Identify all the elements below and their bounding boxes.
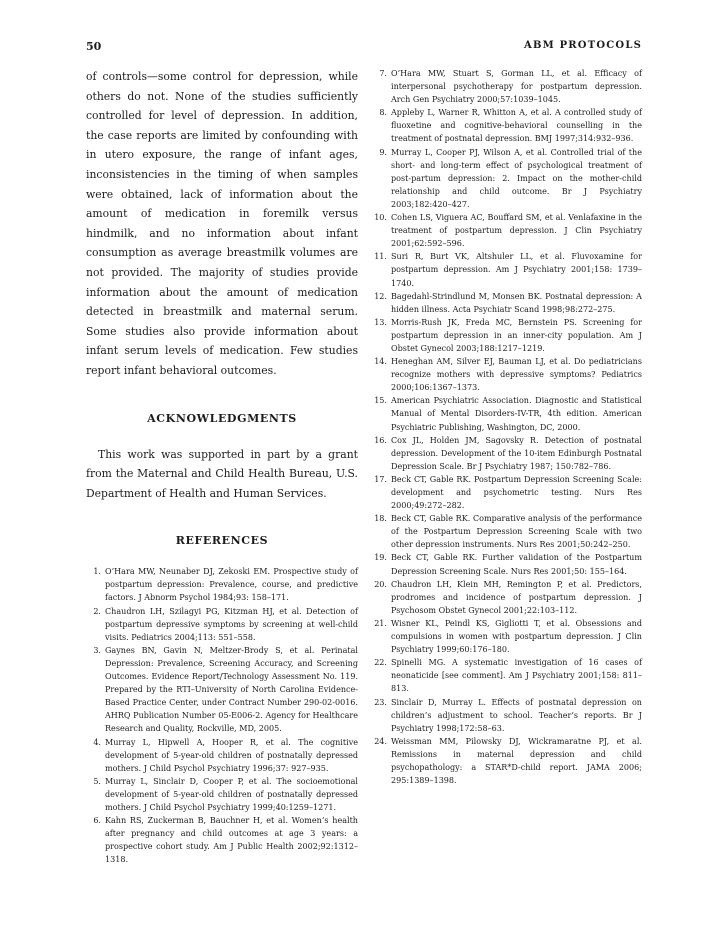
reference-number: 1. [93,567,101,577]
reference-text: Sinclair D, Murray L. Effects of postnatal depression on children’s adjustment to school. Teacher’s reports. Br J Psychiatry 1998;172:58–63. [391,697,642,733]
reference-item [371,290,642,316]
reference-number: 10. [374,213,387,223]
reference-item [371,696,642,735]
reference-text: Cox JL, Holden JM, Sagovsky R. Detection of postnatal depression. Development of the 10-item Edinburgh Postnatal Depression Scale. Br J Psychiatry 1987; 150:782–786. [391,435,642,471]
reference-text: O’Hara MW, Neunaber DJ, Zekoski EM. Prospective study of postpartum depression: Prevalence, course, and predictive factors. J Abnorm Psychol 1984;93: 158–171. [105,567,358,603]
reference-number: 17. [374,474,387,484]
reference-item [371,735,642,787]
reference-number: 4. [93,737,101,747]
reference-text: Appleby L, Warner R, Whitton A, et al. A controlled study of fluoxetine and cognitive-behavioral counselling in the treatment of postnatal depression. BMJ 1997;314:932–936. [391,108,642,144]
reference-item [371,146,642,211]
reference-text: Weissman MM, Pilowsky DJ, Wickramaratne PJ, et al. Remissions in maternal depression and child psychopathology: a STAR*D-child report. JAMA 2006; 295:1389–1398. [391,736,642,786]
reference-text: Morris-Rush JK, Freda MC, Bernstein PS. Screening for postpartum depression in an inner-city population. Am J Obstet Gynecol 2003;188:1217–1219. [391,317,642,353]
reference-number: 12. [374,291,387,301]
reference-text: Murray L, Sinclair D, Cooper P, et al. The socioemotional development of 5-year-old children of postnatally depressed mothers. J Child Psychol Psychiatry 1999;40:1259–1271. [105,776,358,812]
reference-text: Spinelli MG. A systematic investigation of 16 cases of neonaticide [see comment]. Am J Psychiatry 2001;158: 811–813. [391,658,642,694]
reference-item [371,106,642,145]
page-header [86,40,642,58]
reference-item [371,211,642,250]
reference-item [371,617,642,656]
reference-number: 13. [374,317,387,327]
reference-text: O’Hara MW, Stuart S, Gorman LL, et al. Efficacy of interpersonal psychotherapy for postpartum depression. Arch Gen Psychiatry 2000;57:1039–1045. [391,69,642,105]
right-column [371,67,642,787]
reference-text: Murray L, Cooper PJ, Wilson A, et al. Controlled trial of the short- and long-term effect of psychological treatment of post-partum depression: 2. Impact on the mother-child relationship and child outcome. Br J Psychiatry 2003;182:420–427. [391,147,642,209]
reference-item [371,551,642,577]
reference-item [86,565,358,604]
reference-number: 6. [93,816,101,826]
page-number: 50 [86,40,102,53]
reference-number: 3. [93,645,101,655]
reference-list-right [371,67,642,787]
reference-text: Beck CT, Gable RK. Further validation of the Postpartum Depression Screening Scale. Nurs Res 2001;50: 155–164. [391,553,642,576]
reference-item [371,434,642,473]
reference-number: 24. [374,736,387,746]
reference-number: 9. [379,147,387,157]
reference-text: Bagedahl-Strindlund M, Monsen BK. Postnatal depression: A hidden illness. Acta Psychiatr Scand 1998;98:272–275. [391,291,642,314]
reference-text: Wisner KL, Peindl KS, Gigliotti T, et al. Obsessions and compulsions in women with postpartum depression. J Clin Psychiatry 1999;60:176–180. [391,618,642,655]
reference-number: 5. [93,776,101,786]
reference-number: 2. [93,606,101,616]
reference-item [86,736,358,775]
reference-text: Beck CT, Gable RK. Postpartum Depression Screening Scale: development and psychometric testing. Nurs Res 2000;49:272–282. [391,474,642,511]
references-heading: REFERENCES [175,534,269,548]
reference-item [371,355,642,394]
reference-text: Kahn RS, Zuckerman B, Bauchner H, et al. Women’s health after pregnancy and child outcomes at age 3 years: a prospective cohort study. Am J Public Health 2002;92:1312–1318. [105,816,358,865]
body-paragraph: of controls—some control for depression, while others do not. None of the studies sufficiently controlled for level of depression. In addition, the case reports are limited by confounding with in utero exposure, the range of infant ages, inconsistencies in the timing of when samples were obtained, lack of information about the amount of medication in foremilk versus hindmilk, and no information about infant consumption as average breastmilk volumes are not provided. The majority of studies provide information about the amount of medication detected in breastmilk and maternal serum. Some studies also provide information about infant serum levels of medication. Few studies report infant behavioral outcomes. [86,70,358,377]
reference-text: Beck CT, Gable RK. Comparative analysis of the performance of the Postpartum Depression Screening Scale with two other depression instruments. Nurs Res 2001;50:242–250. [391,514,642,550]
reference-number: 14. [374,357,387,367]
reference-text: American Psychiatric Association. Diagnostic and Statistical Manual of Mental Disorders-IV-TR, 4th edition. American Psychiatric Publishing, Washington, DC, 2000. [391,396,642,432]
acknowledgments-text: This work was supported in part by a grant from the Maternal and Child Health Bureau, U.S. Department of Health and Human Services. [86,447,358,500]
reference-text: Cohen LS, Viguera AC, Bouffard SM, et al. Venlafaxine in the treatment of postpartum depression. J Clin Psychiatry 2001;62:592–596. [391,213,642,249]
reference-item [86,814,358,866]
reference-item [371,512,642,551]
reference-item [371,473,642,512]
reference-item [371,394,642,433]
reference-number: 8. [379,108,387,118]
reference-item [86,775,358,814]
reference-text: Chaudron LH, Klein MH, Remington P, et al. Predictors, prodromes and incidence of postpartum depression. J Psychosom Obstet Gynecol 2001;22:103–112. [391,579,642,615]
journal-title: ABM PROTOCOLS [524,40,642,51]
reference-number: 19. [374,553,387,563]
reference-item [371,316,642,355]
reference-list-left [86,565,358,866]
reference-item [371,250,642,289]
reference-number: 16. [374,435,387,445]
reference-item [371,578,642,617]
acknowledgments-heading: ACKNOWLEDGMENTS [147,411,297,425]
reference-text: Heneghan AM, Silver EJ, Bauman LJ, et al. Do pediatricians recognize mothers with depressive symptoms? Pediatrics 2000;106:1367–1373. [391,357,642,393]
reference-item [86,605,358,644]
reference-text: Gaynes BN, Gavin N, Meltzer-Brody S, et al. Perinatal Depression: Prevalence, Screening Accuracy, and Screening Outcomes. Evidence Report/Technology Assessment No. 119. Prepared by the RTI–University of North Carolina Evidence-Based Practice Center, under Contract Number 290-02-0016. AHRQ Publication Number 05-E006-2. Agency for Healthcare Research and Quality, Rockville, MD, 2005. [105,645,358,734]
reference-item [86,644,358,736]
reference-number: 20. [374,579,387,589]
reference-text: Murray L, Hipwell A, Hooper R, et al. The cognitive development of 5-year-old children of postnatally depressed mothers. J Child Psychol Psychiatry 1996;37: 927–935. [105,737,358,773]
reference-text: Suri R, Burt VK, Altshuler LL, et al. Fluvoxamine for postpartum depression. Am J Psychiatry 2001;158: 1739–1740. [391,252,642,288]
reference-number: 15. [374,396,387,406]
reference-number: 18. [374,514,387,524]
left-column [86,67,358,866]
reference-number: 21. [374,618,387,628]
reference-text: Chaudron LH, Szilagyi PG, Kitzman HJ, et al. Detection of postpartum depressive symptoms by screening at well-child visits. Pediatrics 2004;113: 551–558. [105,606,358,642]
reference-number: 7. [379,69,387,78]
reference-number: 22. [374,658,387,668]
reference-item [371,67,642,106]
reference-number: 11. [374,252,387,262]
reference-item [371,656,642,695]
reference-number: 23. [374,697,387,707]
